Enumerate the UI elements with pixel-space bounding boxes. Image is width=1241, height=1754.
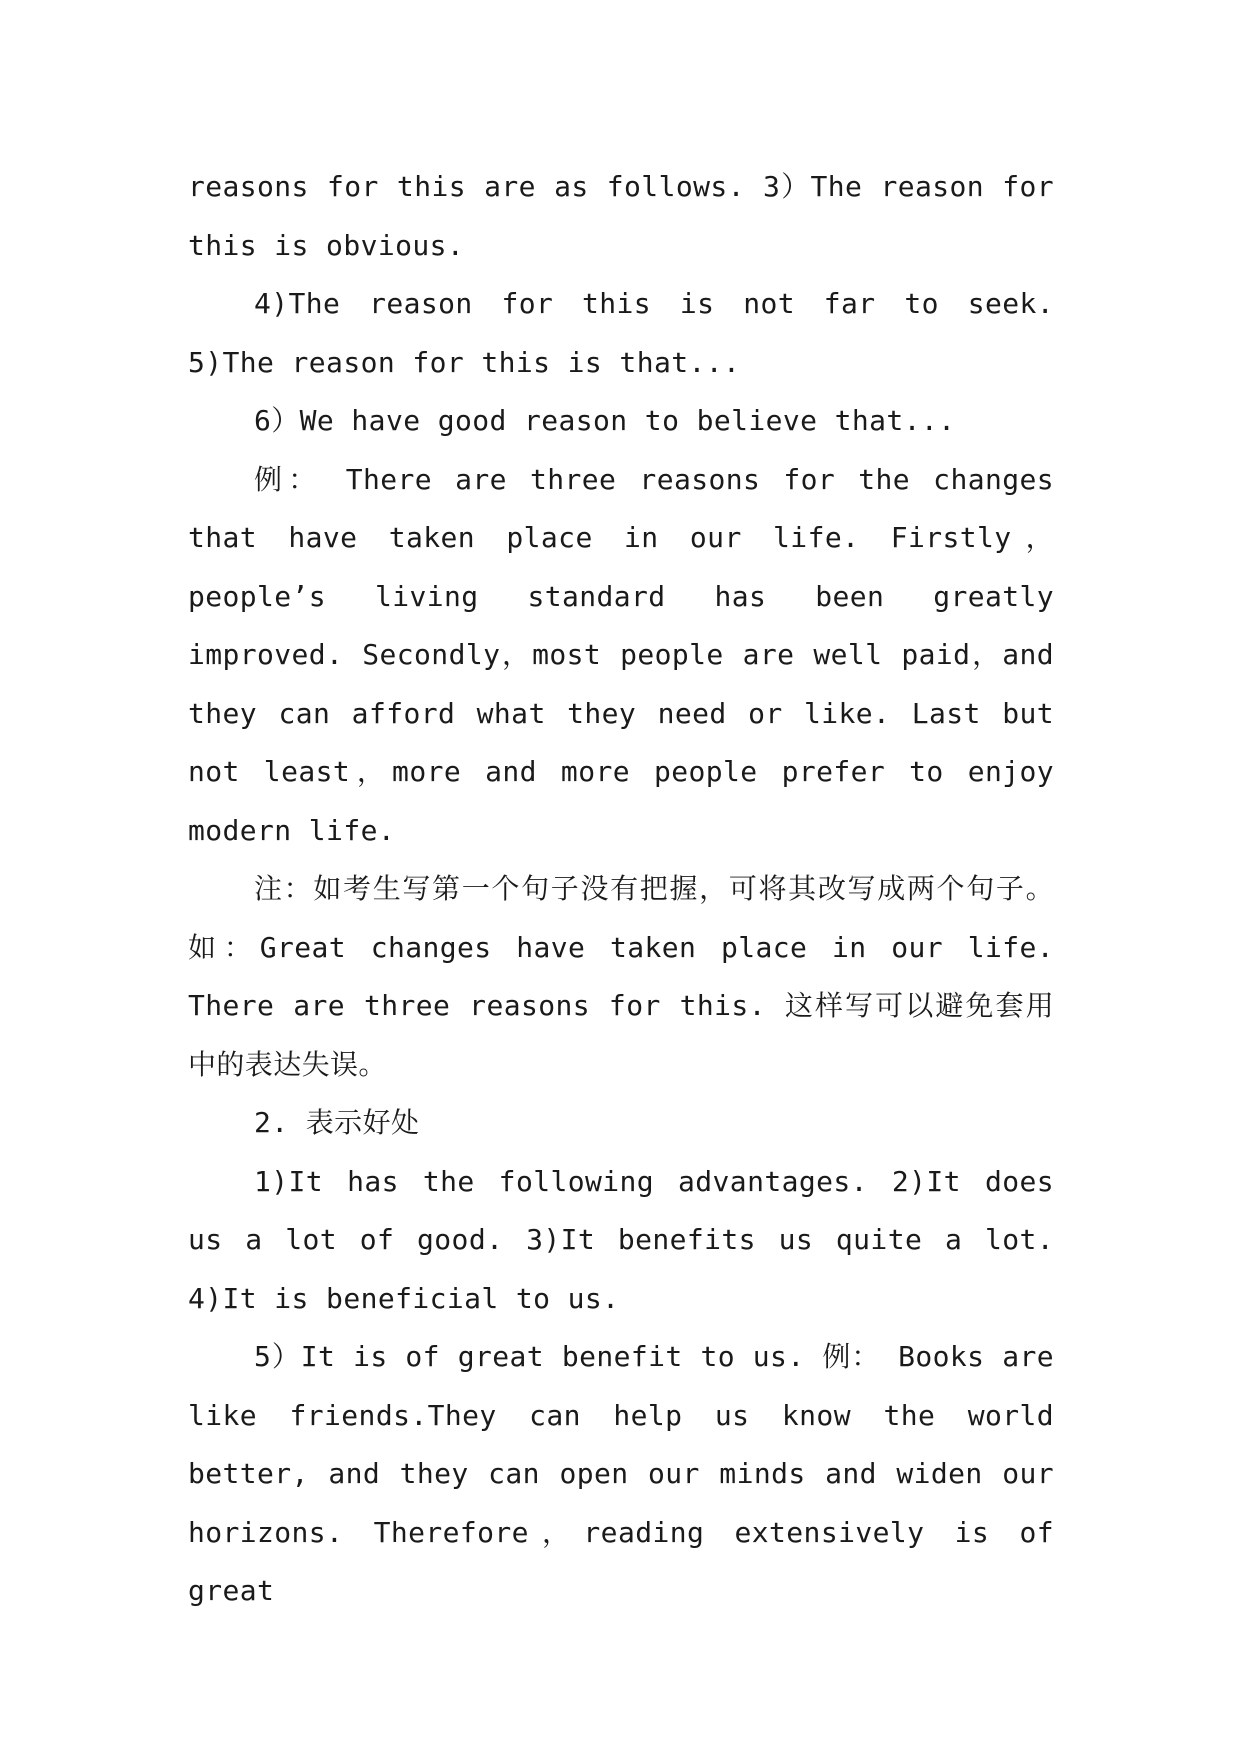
paragraph-advantages-1-4: 1)It has the following advantages. 2)It does us a lot of good. 3)It benefits us quite a lot. 4)It is beneficial to us. bbox=[188, 1164, 1054, 1315]
paragraph-reasons-continued: reasons for this are as follows. 3）The reason for this is obvious. bbox=[188, 170, 1054, 262]
paragraph-reasons-4-5: 4)The reason for this is not far to seek. 5)The reason for this is that... bbox=[188, 287, 1054, 379]
document-page bbox=[188, 158, 1054, 1621]
paragraph-advantages-5-example: 5）It is of great benefit to us. 例： Books are like friends.They can help us know the world better, and they can open our minds and widen our horizons. Therefore，reading extensively is of great bbox=[188, 1340, 1054, 1607]
section-heading-advantages: 2. 表示好处 bbox=[254, 1106, 420, 1139]
paragraph-reasons-6: 6）We have good reason to believe that... bbox=[254, 404, 956, 437]
paragraph-note: 注：如考生写第一个句子没有把握，可将其改写成两个句子。如：Great changes have taken place in our life. There are three reasons for this. 这样写可以避免套用中的表达失误。 bbox=[188, 872, 1054, 1081]
paragraph-example-reasons: 例： There are three reasons for the changes that have taken place in our life. Firstly，people’s living standard has been greatly improved. Secondly，most people are well paid，and they can afford what they need or like. Last but not least，more and more people prefer to enjoy modern life. bbox=[188, 462, 1054, 847]
